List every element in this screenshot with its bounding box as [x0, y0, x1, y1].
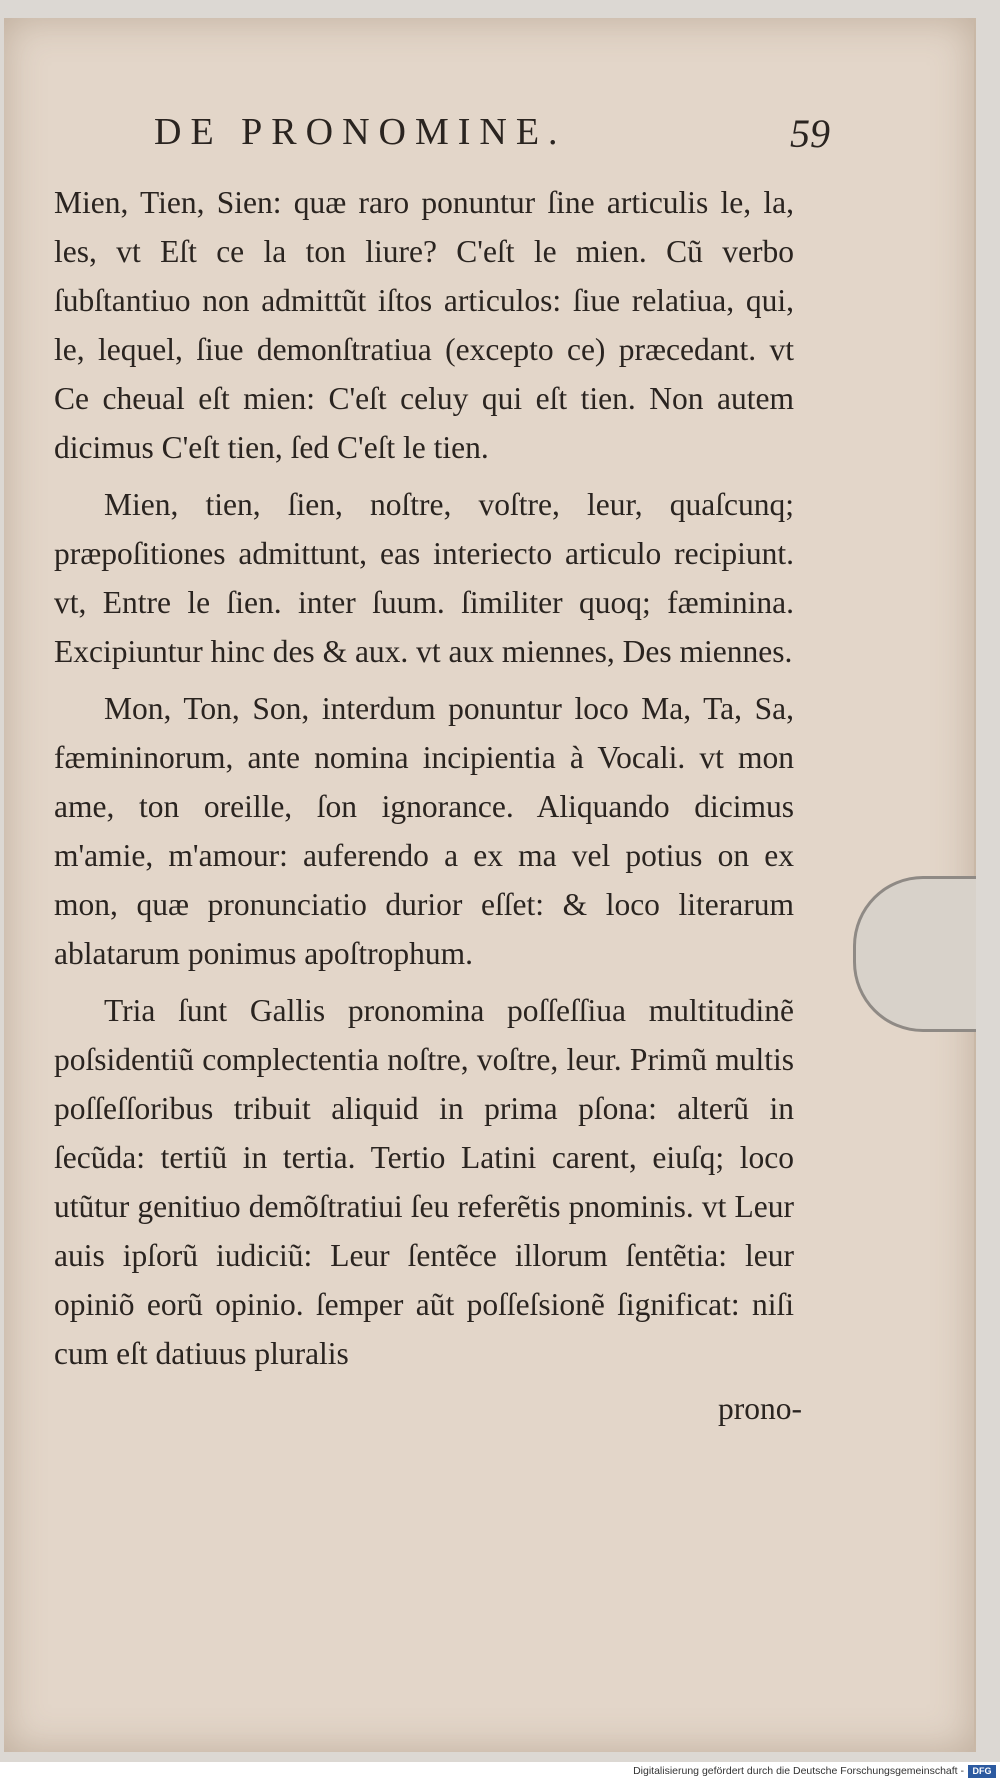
page-number: 59 — [790, 111, 830, 156]
paragraph-1: Mien, Tien, Sien: quæ raro ponuntur ſine articulis le, la, les, vt Eſt ce la ton liure? C'eſt le mien. Cũ verbo ſubſtantiuo non admittũt iſtos articulos: ſiue relatiua, qui, le, lequel, ſiue demonſtratiua (excepto ce) præcedant. vt Ce cheual eſt mien: C'eſt celuy qui eſt tien. Non autem dicimus C'eſt tien, ſed C'eſt le tien. — [54, 185, 794, 465]
running-head — [54, 110, 830, 174]
catchword: prono- — [718, 1391, 802, 1426]
body-text — [54, 178, 794, 1378]
dfg-logo: DFG — [968, 1765, 996, 1778]
paragraph-3: Mon, Ton, Son, interdum ponuntur loco Ma, Ta, Sa, fæmininorum, ante nomina incipientia à Vocali. vt mon ame, ton oreille, ſon ignorance. Aliquando dicimus m'amie, m'amour: auferendo a ex ma vel potius on ex mon, quæ pronunciatio durior eſſet: & loco literarum ablatarum ponimus apoſtrophum. — [54, 691, 794, 971]
paragraph-4: Tria ſunt Gallis pronomina poſſeſſiua multitudinẽ poſsidentiũ complectentia noſtre, voſtre, leur. Primũ multis poſſeſſoribus tribuit aliquid in prima pſona: alterũ in ſecũda: tertiũ in tertia. Tertio Latini carent, eiuſq; loco utũtur genitiuo demõſtratiui ſeu referẽtis pnominis. vt Leur auis ipſorũ iudiciũ: Leur ſentẽce illorum ſentẽtia: leur opiniõ eorũ opinio. ſemper aũt poſſeſsionẽ ſignificat: niſi cum eſt datiuus pluralis — [54, 993, 794, 1371]
book-page — [4, 18, 976, 1752]
footer-bar — [0, 1762, 1000, 1782]
funding-credit: Digitalisierung gefördert durch die Deutsche Forschungsgemeinschaft - — [633, 1765, 964, 1777]
running-title: DE PRONOMINE. — [154, 111, 567, 153]
page-content — [54, 110, 830, 1433]
clip-tab — [853, 876, 976, 1032]
paragraph-2: Mien, tien, ſien, noſtre, voſtre, leur, quaſcunq; præpoſitiones admittunt, eas interiecto articulo recipiunt. vt, Entre le ſien. inter ſuum. ſimiliter quoq; fæminina. Excipiuntur hinc des & aux. vt aux miennes, Des miennes. — [54, 487, 794, 669]
